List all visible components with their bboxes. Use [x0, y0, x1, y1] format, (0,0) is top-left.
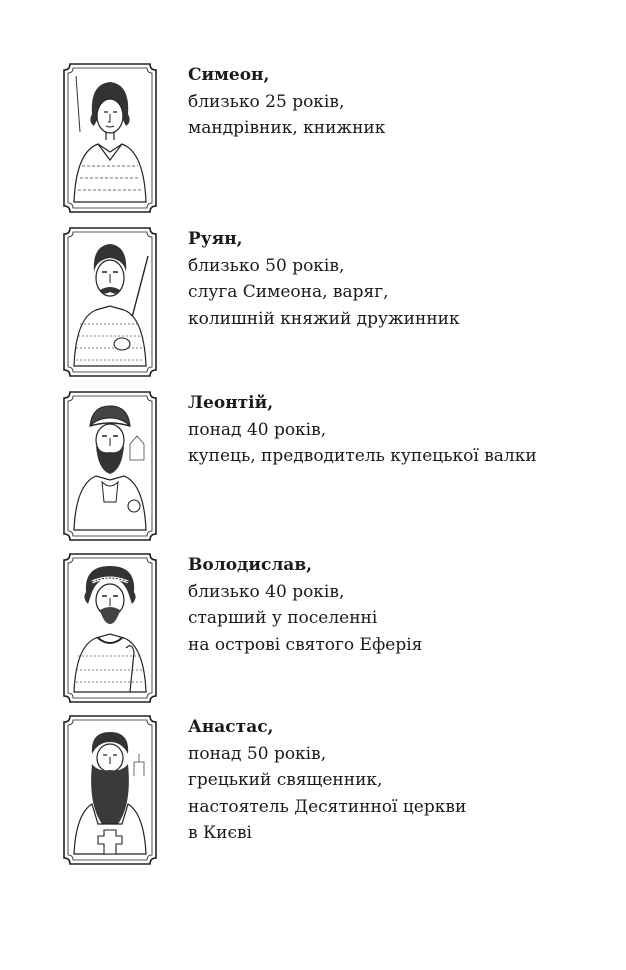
character-name: Анастас,	[188, 717, 274, 737]
character-role: слуга Симеона, варяг,	[188, 282, 389, 302]
character-entry-leontiy	[62, 390, 582, 546]
character-age: близько 40 років,	[188, 581, 345, 602]
character-entry-anastas	[62, 714, 582, 870]
character-role: настоятель Десятинної церкви	[188, 796, 467, 817]
character-age: близько 25 років,	[188, 91, 345, 112]
character-role: мандрівник, книжник	[188, 118, 386, 138]
bearded-merchant-portrait-icon	[62, 390, 158, 542]
character-age: близько 50 років,	[188, 255, 345, 276]
character-name: Руян,	[188, 229, 243, 249]
character-role: на острові святого Еферія	[188, 634, 423, 655]
character-role: купець, предводитель купецької валки	[188, 446, 537, 466]
character-role: колишній княжий дружинник	[188, 308, 460, 329]
young-man-portrait-icon	[62, 62, 158, 214]
character-role: старший у поселенні	[188, 608, 378, 628]
character-name: Леонтій,	[188, 393, 274, 413]
character-name: Володислав,	[188, 555, 313, 575]
character-entry-simeon	[62, 62, 582, 218]
character-entry-volodyslav	[62, 552, 582, 708]
mustached-warrior-portrait-icon	[62, 226, 158, 378]
long-bearded-priest-portrait-icon	[62, 714, 158, 866]
headband-man-portrait-icon	[62, 552, 158, 704]
character-role: грецький священник,	[188, 770, 383, 790]
character-age: понад 40 років,	[188, 419, 327, 440]
character-age: понад 50 років,	[188, 743, 327, 764]
character-name: Симеон,	[188, 65, 270, 85]
character-role: в Києві	[188, 823, 252, 843]
character-entry-ruyan	[62, 226, 582, 382]
